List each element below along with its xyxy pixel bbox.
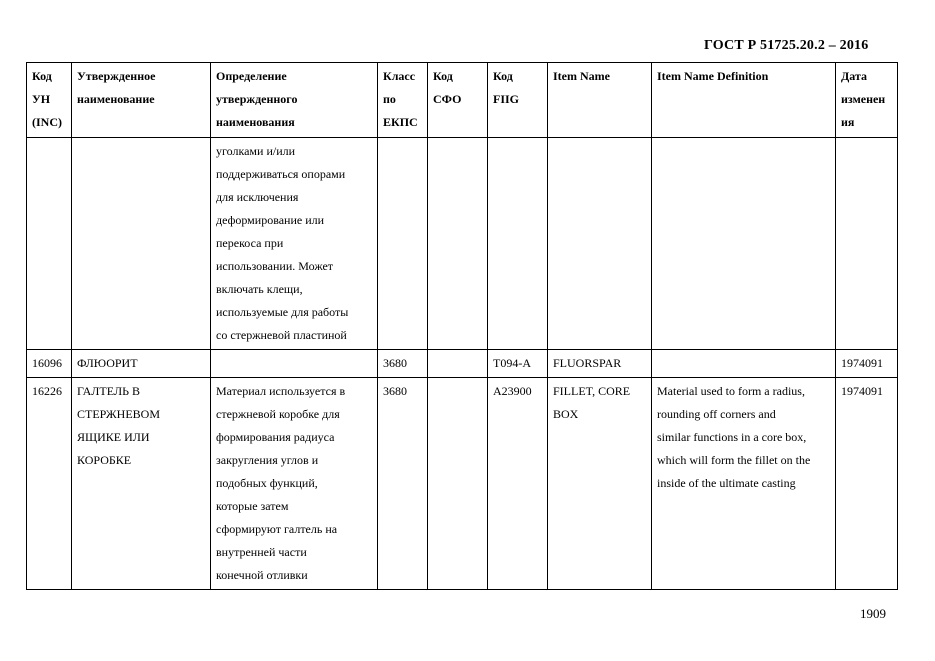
header-line: наименования [216, 115, 295, 129]
cell-line: BOX [553, 407, 579, 421]
cell-item-name-definition [652, 350, 836, 378]
header-line: Код [433, 69, 453, 83]
cell-line: inside of the ultimate casting [657, 476, 796, 490]
cell-change-date [836, 350, 898, 378]
header-line: ия [841, 115, 855, 129]
header-line: Код [493, 69, 513, 83]
column-header-inc-code [27, 63, 72, 138]
cell-ekps-class [378, 350, 428, 378]
cell-line: which will form the fillet on the [657, 453, 811, 467]
cell-line: формирования радиуса [216, 430, 335, 444]
cell-line: конечной отливки [216, 568, 308, 582]
column-header-change-date [836, 63, 898, 138]
column-header-sfo-code [428, 63, 488, 138]
cell-ekps-class [378, 378, 428, 590]
cell-sfo-code [428, 378, 488, 590]
header-line: Item Name [553, 69, 610, 83]
table-header-row [27, 63, 898, 138]
header-line: Дата [841, 69, 867, 83]
cell-line: которые затем [216, 499, 289, 513]
cell-inc-code [27, 138, 72, 350]
cell-change-date [836, 138, 898, 350]
column-header-item-name [548, 63, 652, 138]
column-header-name-definition [211, 63, 378, 138]
cell-item-name-definition [652, 378, 836, 590]
cell-fiig-code [488, 138, 548, 350]
cell-name-definition [211, 138, 378, 350]
cell-name-definition [211, 378, 378, 590]
header-line: FIIG [493, 92, 520, 106]
header-line: утвержденного [216, 92, 298, 106]
cell-line: Материал используется в [216, 384, 346, 398]
cell-sfo-code [428, 138, 488, 350]
cell-sfo-code [428, 350, 488, 378]
table-row [27, 138, 898, 350]
column-header-ekps-class [378, 63, 428, 138]
cell-fiig-code [488, 378, 548, 590]
cell-line: закругления углов и [216, 453, 319, 467]
items-table [26, 62, 898, 590]
cell-line: A23900 [493, 384, 532, 398]
header-line: Код [32, 69, 52, 83]
cell-inc-code [27, 350, 72, 378]
cell-line: rounding off corners and [657, 407, 776, 421]
header-line: СФО [433, 92, 462, 106]
cell-item-name-definition [652, 138, 836, 350]
header-line: Утвержденное [77, 69, 156, 83]
header-line: ЕКПС [383, 115, 418, 129]
cell-approved-name [72, 138, 211, 350]
cell-line: подобных функций, [216, 476, 318, 490]
header-line: по [383, 92, 396, 106]
table-row [27, 350, 898, 378]
page-number: 1909 [860, 606, 886, 621]
cell-inc-code [27, 378, 72, 590]
cell-line: использовании. Может [216, 259, 334, 273]
cell-line: 1974091 [841, 356, 883, 370]
cell-approved-name [72, 350, 211, 378]
header-line: наименование [77, 92, 155, 106]
cell-line: similar functions in a core box, [657, 430, 807, 444]
cell-line: уголками и/или [216, 144, 296, 158]
cell-line: используемые для работы [216, 305, 349, 319]
cell-line: 1974091 [841, 384, 883, 398]
header-line: Item Name Definition [657, 69, 769, 83]
cell-item-name [548, 378, 652, 590]
cell-line: 16096 [32, 356, 62, 370]
cell-line: поддерживаться опорами [216, 167, 346, 181]
cell-name-definition [211, 350, 378, 378]
cell-line: со стержневой пластиной [216, 328, 347, 342]
cell-line: включать клещи, [216, 282, 303, 296]
cell-item-name [548, 138, 652, 350]
cell-line: ФЛЮОРИТ [77, 356, 138, 370]
header-line: изменен [841, 92, 886, 106]
cell-line: деформирование или [216, 213, 325, 227]
cell-line: КОРОБКЕ [77, 453, 132, 467]
cell-line: Material used to form a radius, [657, 384, 805, 398]
header-line: Класс [383, 69, 416, 83]
cell-fiig-code [488, 350, 548, 378]
cell-line: 3680 [383, 384, 407, 398]
cell-line: T094-A [493, 356, 531, 370]
cell-line: FILLET, CORE [553, 384, 631, 398]
cell-line: перекоса при [216, 236, 284, 250]
header-line: Определение [216, 69, 287, 83]
cell-line: сформируют галтель на [216, 522, 338, 536]
cell-line: стержневой коробке для [216, 407, 340, 421]
cell-line: 3680 [383, 356, 407, 370]
header-line: (INC) [32, 115, 62, 129]
cell-line: СТЕРЖНЕВОМ [77, 407, 161, 421]
column-header-approved-name [72, 63, 211, 138]
document-header: ГОСТ Р 51725.20.2 – 2016 [704, 38, 869, 53]
column-header-item-name-definition [652, 63, 836, 138]
cell-line: для исключения [216, 190, 299, 204]
cell-line: FLUORSPAR [553, 356, 622, 370]
cell-line: внутренней части [216, 545, 307, 559]
cell-approved-name [72, 378, 211, 590]
cell-line: 16226 [32, 384, 62, 398]
cell-item-name [548, 350, 652, 378]
header-line: УН [32, 92, 51, 106]
column-header-fiig-code [488, 63, 548, 138]
cell-line: ГАЛТЕЛЬ В [77, 384, 140, 398]
cell-change-date [836, 378, 898, 590]
table-row [27, 378, 898, 590]
cell-ekps-class [378, 138, 428, 350]
cell-line: ЯЩИКЕ ИЛИ [77, 430, 150, 444]
